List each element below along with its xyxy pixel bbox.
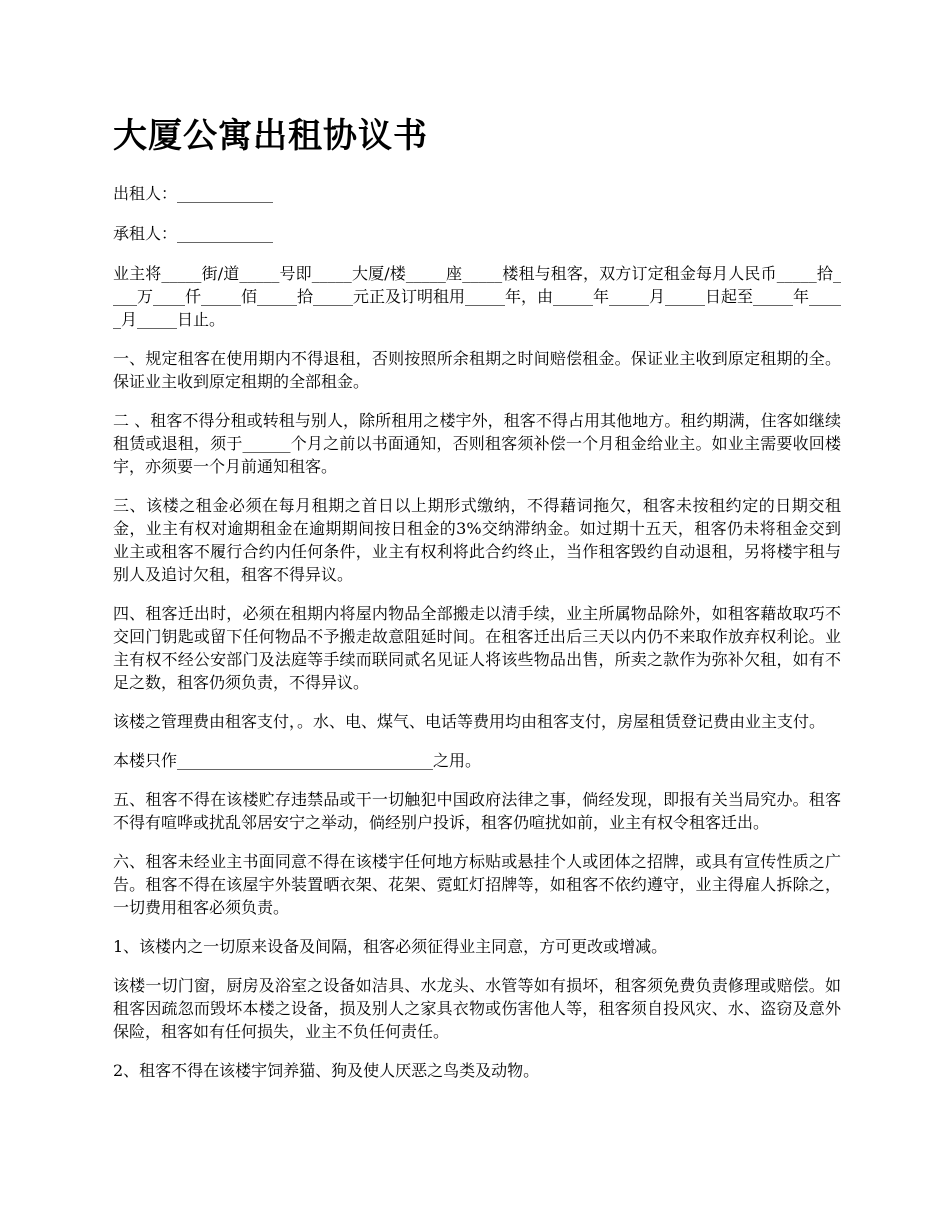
paragraph-repairs: 该楼一切门窗，厨房及浴室之设备如洁具、水龙头、水管等如有损坏，租客须免费负责修理或赔偿。如租客因疏忽而毁坏本楼之设备，损及别人之家具衣物或伤害他人等，租客须自投风灾、水、盗窃及意外保险，租客如有任何损失，业主不负任何责任。: [113, 976, 841, 1041]
paragraph-clause-3: 三、该楼之租金必须在每月租期之首日以上期形式缴纳，不得藉词拖欠，租客未按租约定的日期交租金，业主有权对逾期租金在逾期期间按日租金的3%交纳滞纳金。如过期十五天，租客仍未将租金交到业主或租客不履行合约内任何条件，业主有权利将此合约终止，当作租客毁约自动退租，另将楼宇租与别人及追讨欠租，租客不得异议。: [113, 496, 841, 584]
paragraph-fees: 该楼之管理费由租客支付，。水、电、煤气、电话等费用均由租客支付，房屋租赁登记费由业主支付。: [113, 712, 826, 731]
paragraph-premises-rent: 业主将_____街/道_____号即_____大厦/楼_____座_____楼租与租客，双方订定租金每月人民币_____拾____万____仟_____佰_____拾_____元正及订明租用_____年，由_____年_____月_____日起至_____年_____月_____日止。: [113, 264, 842, 329]
paragraph-clause-2: 二 、租客不得分租或转租与别人，除所租用之楼宇外，租客不得占用其他地方。租约期满，住客如继续租赁或退租，须于______个月之前以书面通知，否则租客须补偿一个月租金给业主。如业主需要收回楼宇，亦须要一个月前通知租客。: [113, 411, 841, 476]
lessee-line: 承租人：____________: [113, 224, 274, 243]
paragraph-item-1: 1、该楼内之一切原来设备及间隔，租客必须征得业主同意，方可更改或增减。: [113, 937, 668, 956]
paragraph-clause-4: 四、租客迁出时，必须在租期内将屋内物品全部搬走以清手续，业主所属物品除外，如租客藉故取巧不交回门钥匙或留下任何物品不予搬走故意阻延时间。在租客迁出后三天以内仍不来取作放弃权利论。业主有权不经公安部门及法庭等手续而联同贰名见证人将该些物品出售，所卖之款作为弥补欠租，如有不足之数，租客仍须负责，不得异议。: [113, 604, 841, 692]
paragraph-clause-1: 一、规定租客在使用期内不得退租，否则按照所余租期之时间赔偿租金。保证业主收到原定租期的全。保证业主收到原定租期的全部租金。: [113, 349, 841, 391]
lessor-line: 出租人：____________: [113, 184, 274, 203]
paragraph-usage: 本楼只作________________________________之用。: [113, 751, 482, 770]
document-title: 大厦公寓出租协议书: [113, 116, 428, 156]
paragraph-clause-5: 五、租客不得在该楼贮存违禁品或干一切触犯中国政府法律之事，倘经发现，即报有关当局究办。租客不得有喧哗或扰乱邻居安宁之举动，倘经别户投诉，租客仍喧扰如前，业主有权令租客迁出。: [113, 790, 841, 832]
document-page: [113, 112, 841, 1098]
paragraph-item-2: 2、租客不得在该楼宇饲养猫、狗及使人厌恶之鸟类及动物。: [113, 1061, 540, 1080]
paragraph-clause-6: 六、租客未经业主书面同意不得在该楼宇任何地方标贴或悬挂个人或团体之招牌，或具有宣传性质之广告。租客不得在该屋宇外装置晒衣架、花架、霓虹灯招牌等，如租客不依约遵守，业主得雇人拆除之，一切费用租客必须负责。: [113, 852, 841, 917]
